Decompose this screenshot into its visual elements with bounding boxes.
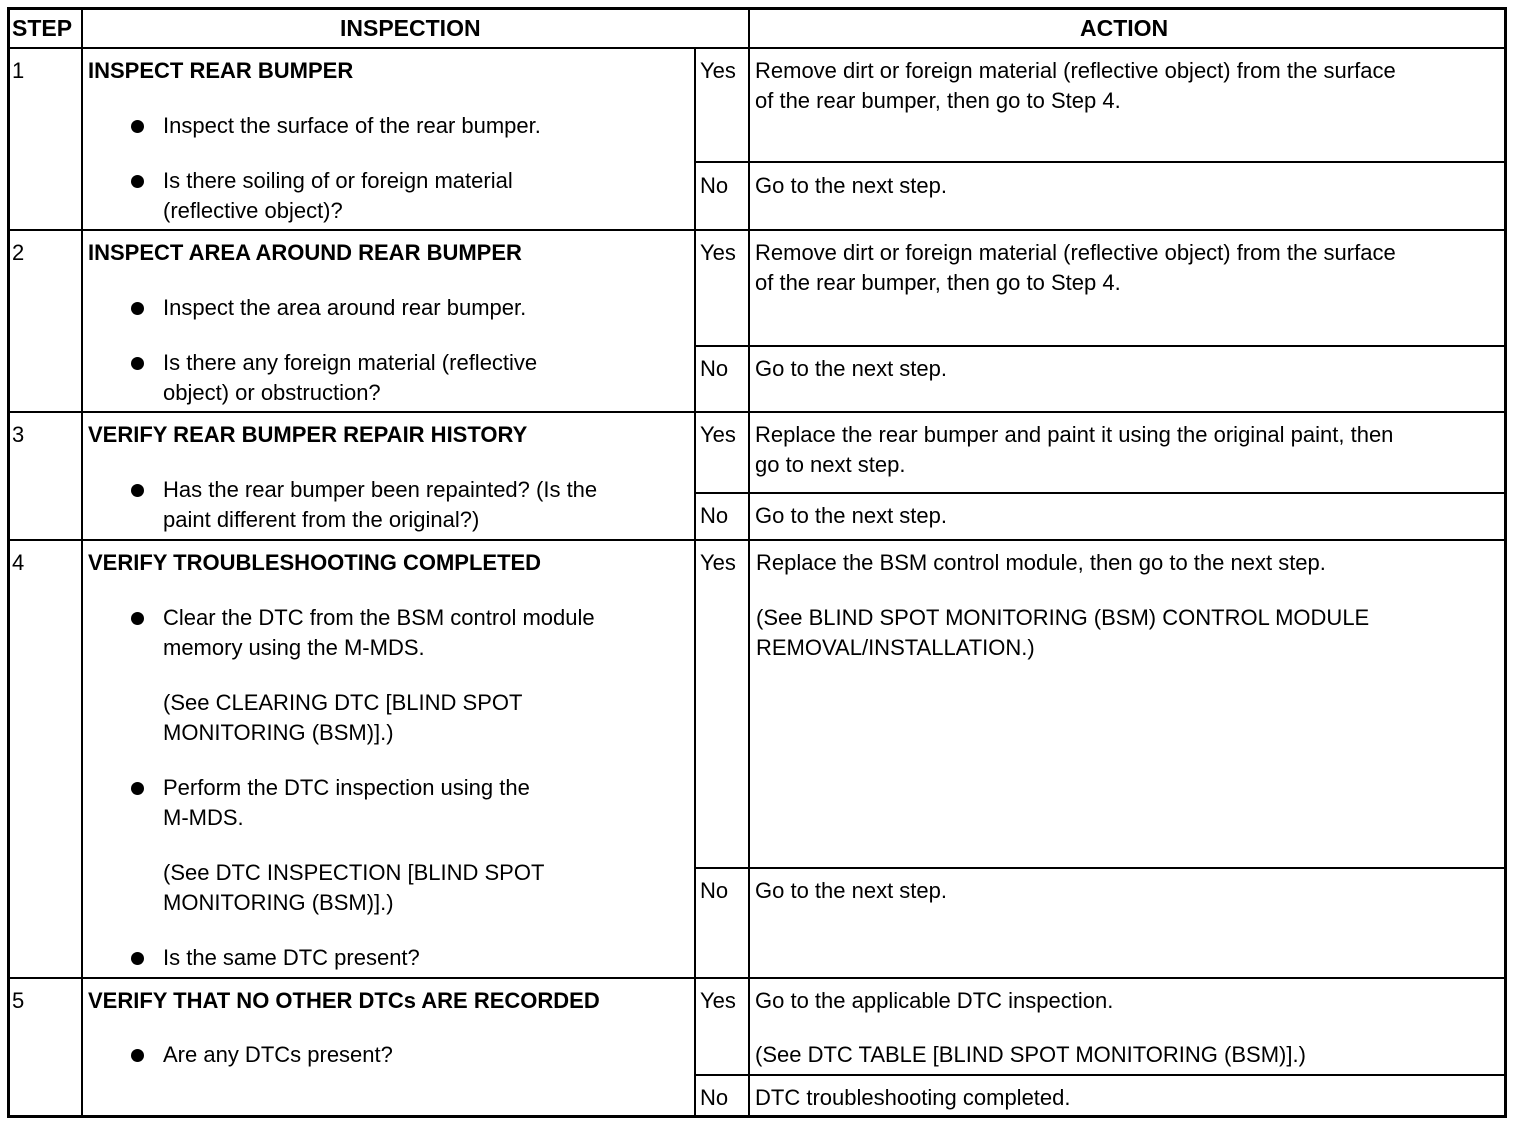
reference-note: (See CLEARING DTC [BLIND SPOT: [163, 690, 523, 715]
reference-note: (See BLIND SPOT MONITORING (BSM) CONTROL MODULE: [756, 605, 1370, 630]
bullet-continuation: (reflective object)?: [163, 198, 343, 223]
reference-note: MONITORING (BSM)].): [163, 890, 394, 915]
bullet-item: Perform the DTC inspection using the: [163, 773, 530, 803]
row-divider: [9, 539, 1505, 541]
yes-action: of the rear bumper, then go to Step 4.: [755, 88, 1121, 113]
bullet-continuation: memory using the M-MDS.: [163, 635, 425, 660]
header-action: ACTION: [1080, 15, 1169, 41]
step-number: 4: [12, 550, 25, 575]
yesno-divider: [695, 492, 1505, 494]
no-label: No: [700, 1085, 729, 1110]
yes-action: go to next step.: [755, 452, 906, 477]
yes-label: Yes: [700, 988, 736, 1013]
yes-label: Yes: [700, 58, 736, 83]
yesno-divider: [695, 867, 1505, 869]
step-title: INSPECT AREA AROUND REAR BUMPER: [88, 240, 522, 265]
yesno-divider: [695, 161, 1505, 163]
bullet-item: Is there soiling of or foreign material: [163, 166, 513, 196]
no-action: Go to the next step.: [755, 878, 948, 903]
yes-action: Remove dirt or foreign material (reflective object) from the surface: [755, 240, 1396, 265]
step-number: 2: [12, 240, 25, 265]
step-col-divider: [81, 9, 83, 1116]
yes-action: of the rear bumper, then go to Step 4.: [755, 270, 1121, 295]
no-action: DTC troubleshooting completed.: [755, 1085, 1071, 1110]
no-label: No: [700, 356, 729, 381]
yes-label: Yes: [700, 422, 736, 447]
no-action: Go to the next step.: [755, 356, 948, 381]
bullet-item: Is the same DTC present?: [163, 943, 420, 973]
row-divider: [9, 977, 1505, 979]
yes-label: Yes: [700, 240, 736, 265]
bullet-item: Are any DTCs present?: [163, 1040, 393, 1070]
bullet-item: Has the rear bumper been repainted? (Is the: [163, 475, 597, 505]
no-label: No: [700, 173, 729, 198]
no-action: Go to the next step.: [755, 173, 948, 198]
bullet-item: Is there any foreign material (reflective: [163, 348, 537, 378]
header-inspection: INSPECTION: [340, 15, 481, 41]
step-number: 1: [12, 58, 25, 83]
step-title: INSPECT REAR BUMPER: [88, 58, 354, 83]
yesno-divider: [695, 1074, 1505, 1076]
row-divider: [9, 411, 1505, 413]
header-divider: [9, 47, 1505, 49]
no-action: Go to the next step.: [755, 503, 948, 528]
reference-note: MONITORING (BSM)].): [163, 720, 394, 745]
bullet-item: Inspect the area around rear bumper.: [163, 293, 526, 323]
reference-note: (See DTC TABLE [BLIND SPOT MONITORING (BSM)].): [755, 1042, 1306, 1067]
yesno-divider: [695, 345, 1505, 347]
step-number: 5: [12, 988, 25, 1013]
yes-action: Remove dirt or foreign material (reflective object) from the surface: [755, 58, 1396, 83]
step-title: VERIFY THAT NO OTHER DTCs ARE RECORDED: [88, 988, 600, 1013]
step-number: 3: [12, 422, 25, 447]
reference-note: REMOVAL/INSTALLATION.): [756, 635, 1035, 660]
header-step: STEP: [12, 15, 73, 41]
bullet-item: Inspect the surface of the rear bumper.: [163, 111, 541, 141]
bullet-continuation: object) or obstruction?: [163, 380, 381, 405]
reference-note: (See DTC INSPECTION [BLIND SPOT: [163, 860, 545, 885]
step-title: VERIFY REAR BUMPER REPAIR HISTORY: [88, 422, 528, 447]
step-title: VERIFY TROUBLESHOOTING COMPLETED: [88, 550, 542, 575]
bullet-item: Clear the DTC from the BSM control module: [163, 603, 595, 633]
row-divider: [9, 229, 1505, 231]
yes-action: Go to the applicable DTC inspection.: [755, 988, 1114, 1013]
yes-action: Replace the rear bumper and paint it using the original paint, then: [755, 422, 1394, 447]
yesno-col-divider: [694, 48, 696, 1116]
action-col-divider: [748, 9, 750, 1116]
bullet-continuation: M-MDS.: [163, 805, 244, 830]
bullet-continuation: paint different from the original?): [163, 507, 480, 532]
no-label: No: [700, 503, 729, 528]
no-label: No: [700, 878, 729, 903]
yes-action: Replace the BSM control module, then go to the next step.: [756, 550, 1326, 575]
yes-label: Yes: [700, 550, 736, 575]
